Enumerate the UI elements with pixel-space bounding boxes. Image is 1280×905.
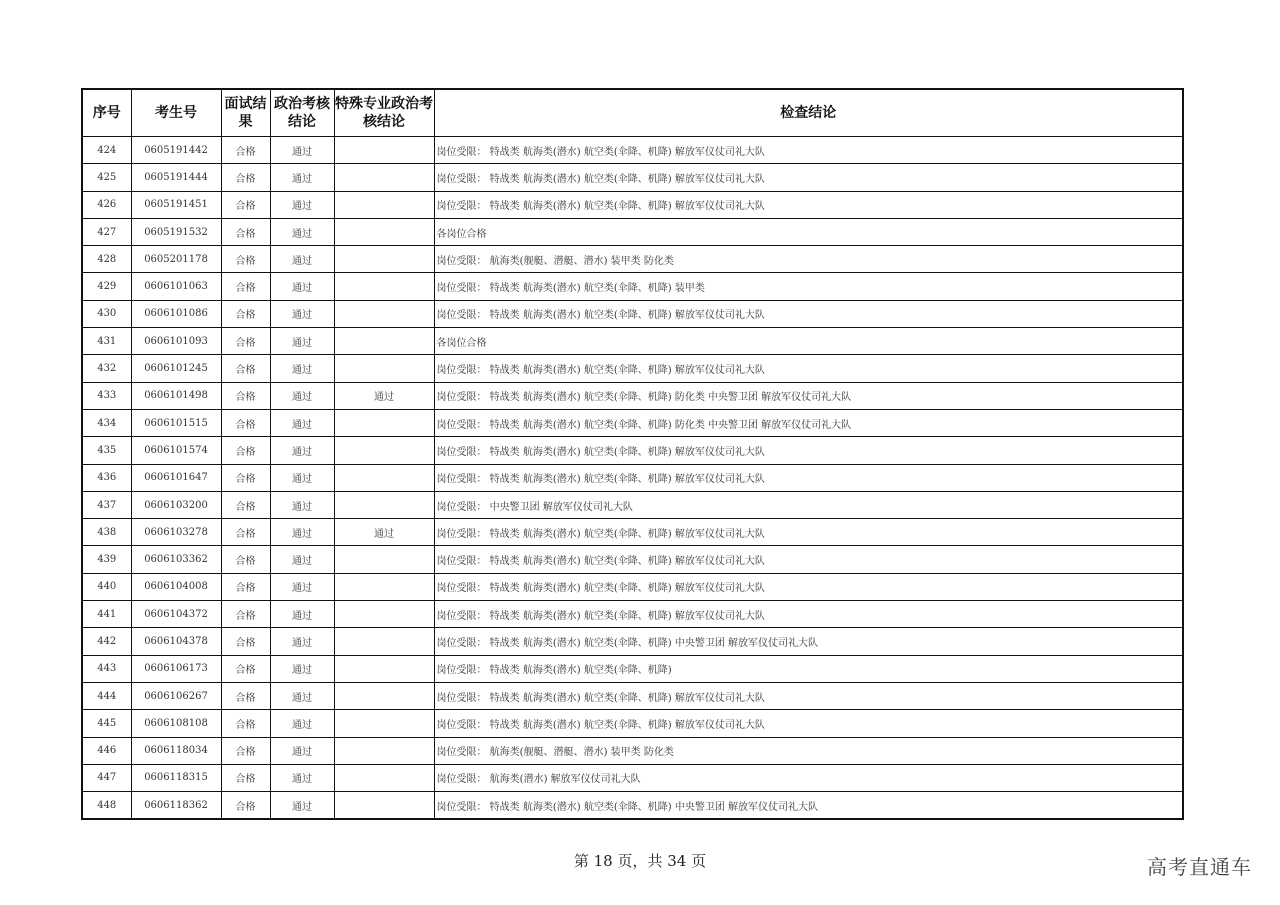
table-row xyxy=(82,218,1183,245)
cell-interview: 合格 xyxy=(221,682,270,709)
cell-political: 通过 xyxy=(270,164,334,191)
cell-interview: 合格 xyxy=(221,191,270,218)
cell-political: 通过 xyxy=(270,218,334,245)
cell-special xyxy=(334,437,434,464)
page-number: 第 18 页，共 34 页 xyxy=(573,852,707,870)
cell-political: 通过 xyxy=(270,437,334,464)
header-special: 特殊专业政治考核结论 xyxy=(334,89,434,137)
cell-interview: 合格 xyxy=(221,655,270,682)
cell-exam-no: 0606103362 xyxy=(131,546,221,573)
cell-seq: 445 xyxy=(82,710,131,737)
cell-seq: 437 xyxy=(82,491,131,518)
cell-exam-no: 0605191442 xyxy=(131,137,221,164)
cell-seq: 435 xyxy=(82,437,131,464)
cell-interview: 合格 xyxy=(221,464,270,491)
cell-check: 岗位受限： 中央警卫团 解放军仪仗司礼大队 xyxy=(434,491,1183,518)
table-row xyxy=(82,601,1183,628)
cell-check: 岗位受限： 特战类 航海类(潜水) 航空类(伞降、机降) 解放军仪仗司礼大队 xyxy=(434,710,1183,737)
cell-special xyxy=(334,601,434,628)
cell-check: 岗位受限： 特战类 航海类(潜水) 航空类(伞降、机降) 装甲类 xyxy=(434,273,1183,300)
cell-interview: 合格 xyxy=(221,137,270,164)
cell-seq: 426 xyxy=(82,191,131,218)
cell-seq: 427 xyxy=(82,218,131,245)
table-row xyxy=(82,273,1183,300)
cell-exam-no: 0606118034 xyxy=(131,737,221,764)
table-row xyxy=(82,546,1183,573)
cell-special xyxy=(334,328,434,355)
cell-check: 岗位受限： 特战类 航海类(潜水) 航空类(伞降、机降) 防化类 中央警卫团 解放军仪仗司礼大队 xyxy=(434,409,1183,436)
cell-political: 通过 xyxy=(270,382,334,409)
cell-check: 岗位受限： 特战类 航海类(潜水) 航空类(伞降、机降) 解放军仪仗司礼大队 xyxy=(434,573,1183,600)
cell-interview: 合格 xyxy=(221,764,270,791)
cell-interview: 合格 xyxy=(221,737,270,764)
cell-seq: 447 xyxy=(82,764,131,791)
cell-check: 岗位受限： 航海类(潜水) 解放军仪仗司礼大队 xyxy=(434,764,1183,791)
cell-exam-no: 0606101498 xyxy=(131,382,221,409)
cell-interview: 合格 xyxy=(221,164,270,191)
cell-seq: 443 xyxy=(82,655,131,682)
cell-check: 岗位受限： 特战类 航海类(潜水) 航空类(伞降、机降) 解放军仪仗司礼大队 xyxy=(434,355,1183,382)
cell-interview: 合格 xyxy=(221,710,270,737)
cell-special xyxy=(334,218,434,245)
cell-exam-no: 0606103278 xyxy=(131,519,221,546)
cell-check: 各岗位合格 xyxy=(434,218,1183,245)
cell-political: 通过 xyxy=(270,628,334,655)
cell-special xyxy=(334,191,434,218)
cell-interview: 合格 xyxy=(221,246,270,273)
table-row xyxy=(82,355,1183,382)
cell-seq: 425 xyxy=(82,164,131,191)
cell-exam-no: 0606106173 xyxy=(131,655,221,682)
cell-exam-no: 0605191444 xyxy=(131,164,221,191)
table-row xyxy=(82,628,1183,655)
cell-exam-no: 0606118362 xyxy=(131,792,221,820)
cell-seq: 424 xyxy=(82,137,131,164)
cell-political: 通过 xyxy=(270,464,334,491)
cell-interview: 合格 xyxy=(221,792,270,820)
cell-political: 通过 xyxy=(270,601,334,628)
header-seq: 序号 xyxy=(82,89,131,137)
cell-special xyxy=(334,491,434,518)
table-row xyxy=(82,737,1183,764)
cell-special xyxy=(334,546,434,573)
cell-check: 岗位受限： 特战类 航海类(潜水) 航空类(伞降、机降) 防化类 中央警卫团 解放军仪仗司礼大队 xyxy=(434,382,1183,409)
cell-exam-no: 0606104378 xyxy=(131,628,221,655)
cell-check: 岗位受限： 特战类 航海类(潜水) 航空类(伞降、机降) 中央警卫团 解放军仪仗司礼大队 xyxy=(434,792,1183,820)
cell-political: 通过 xyxy=(270,682,334,709)
cell-seq: 428 xyxy=(82,246,131,273)
cell-seq: 434 xyxy=(82,409,131,436)
cell-interview: 合格 xyxy=(221,437,270,464)
cell-political: 通过 xyxy=(270,737,334,764)
header-political: 政治考核结论 xyxy=(270,89,334,137)
cell-exam-no: 0606101574 xyxy=(131,437,221,464)
cell-special xyxy=(334,464,434,491)
table-row xyxy=(82,464,1183,491)
table-body xyxy=(82,137,1183,820)
cell-special xyxy=(334,737,434,764)
table-row xyxy=(82,792,1183,820)
cell-political: 通过 xyxy=(270,655,334,682)
cell-seq: 436 xyxy=(82,464,131,491)
cell-political: 通过 xyxy=(270,764,334,791)
cell-political: 通过 xyxy=(270,710,334,737)
cell-interview: 合格 xyxy=(221,491,270,518)
cell-check: 岗位受限： 特战类 航海类(潜水) 航空类(伞降、机降) 解放军仪仗司礼大队 xyxy=(434,300,1183,327)
cell-special: 通过 xyxy=(334,382,434,409)
cell-political: 通过 xyxy=(270,573,334,600)
cell-check: 岗位受限： 特战类 航海类(潜水) 航空类(伞降、机降) 解放军仪仗司礼大队 xyxy=(434,137,1183,164)
cell-political: 通过 xyxy=(270,491,334,518)
table-row xyxy=(82,382,1183,409)
cell-check: 岗位受限： 航海类(舰艇、潜艇、潜水) 装甲类 防化类 xyxy=(434,246,1183,273)
cell-political: 通过 xyxy=(270,273,334,300)
cell-exam-no: 0606101063 xyxy=(131,273,221,300)
cell-interview: 合格 xyxy=(221,546,270,573)
cell-political: 通过 xyxy=(270,519,334,546)
table-row xyxy=(82,519,1183,546)
cell-exam-no: 0606101086 xyxy=(131,300,221,327)
cell-special xyxy=(334,164,434,191)
cell-special xyxy=(334,710,434,737)
table-row xyxy=(82,300,1183,327)
cell-check: 岗位受限： 航海类(舰艇、潜艇、潜水) 装甲类 防化类 xyxy=(434,737,1183,764)
cell-political: 通过 xyxy=(270,137,334,164)
cell-special xyxy=(334,573,434,600)
watermark: 高考直通车 xyxy=(1147,855,1252,879)
cell-interview: 合格 xyxy=(221,328,270,355)
table-header-row xyxy=(82,89,1183,137)
cell-seq: 432 xyxy=(82,355,131,382)
cell-special xyxy=(334,628,434,655)
cell-check: 岗位受限： 特战类 航海类(潜水) 航空类(伞降、机降) 解放军仪仗司礼大队 xyxy=(434,546,1183,573)
cell-check: 岗位受限： 特战类 航海类(潜水) 航空类(伞降、机降) 解放军仪仗司礼大队 xyxy=(434,437,1183,464)
cell-exam-no: 0605191532 xyxy=(131,218,221,245)
table-row xyxy=(82,191,1183,218)
cell-special xyxy=(334,792,434,820)
cell-check: 岗位受限： 特战类 航海类(潜水) 航空类(伞降、机降) 解放军仪仗司礼大队 xyxy=(434,682,1183,709)
cell-seq: 433 xyxy=(82,382,131,409)
cell-special xyxy=(334,655,434,682)
table-row xyxy=(82,491,1183,518)
cell-special xyxy=(334,246,434,273)
table-row xyxy=(82,710,1183,737)
table-row xyxy=(82,246,1183,273)
cell-special xyxy=(334,273,434,300)
cell-interview: 合格 xyxy=(221,300,270,327)
cell-political: 通过 xyxy=(270,409,334,436)
cell-political: 通过 xyxy=(270,191,334,218)
cell-political: 通过 xyxy=(270,792,334,820)
cell-exam-no: 0606101515 xyxy=(131,409,221,436)
cell-special xyxy=(334,409,434,436)
cell-special xyxy=(334,764,434,791)
cell-interview: 合格 xyxy=(221,382,270,409)
cell-seq: 431 xyxy=(82,328,131,355)
cell-exam-no: 0606106267 xyxy=(131,682,221,709)
cell-interview: 合格 xyxy=(221,273,270,300)
table-row xyxy=(82,764,1183,791)
cell-seq: 439 xyxy=(82,546,131,573)
cell-check: 各岗位合格 xyxy=(434,328,1183,355)
cell-political: 通过 xyxy=(270,300,334,327)
cell-exam-no: 0606103200 xyxy=(131,491,221,518)
cell-interview: 合格 xyxy=(221,355,270,382)
header-exam-no: 考生号 xyxy=(131,89,221,137)
table-row xyxy=(82,328,1183,355)
header-check: 检查结论 xyxy=(434,89,1183,137)
header-interview: 面试结果 xyxy=(221,89,270,137)
cell-exam-no: 0605191451 xyxy=(131,191,221,218)
cell-check: 岗位受限： 特战类 航海类(潜水) 航空类(伞降、机降) 中央警卫团 解放军仪仗司礼大队 xyxy=(434,628,1183,655)
cell-seq: 438 xyxy=(82,519,131,546)
cell-exam-no: 0606101647 xyxy=(131,464,221,491)
cell-exam-no: 0606101245 xyxy=(131,355,221,382)
cell-seq: 448 xyxy=(82,792,131,820)
cell-seq: 430 xyxy=(82,300,131,327)
cell-interview: 合格 xyxy=(221,573,270,600)
cell-interview: 合格 xyxy=(221,628,270,655)
cell-check: 岗位受限： 特战类 航海类(潜水) 航空类(伞降、机降) 解放军仪仗司礼大队 xyxy=(434,519,1183,546)
cell-seq: 440 xyxy=(82,573,131,600)
results-table xyxy=(81,88,1184,820)
table-row xyxy=(82,409,1183,436)
cell-check: 岗位受限： 特战类 航海类(潜水) 航空类(伞降、机降) 解放军仪仗司礼大队 xyxy=(434,601,1183,628)
cell-check: 岗位受限： 特战类 航海类(潜水) 航空类(伞降、机降) 解放军仪仗司礼大队 xyxy=(434,464,1183,491)
cell-interview: 合格 xyxy=(221,601,270,628)
table-row xyxy=(82,137,1183,164)
cell-political: 通过 xyxy=(270,246,334,273)
cell-political: 通过 xyxy=(270,546,334,573)
cell-political: 通过 xyxy=(270,355,334,382)
cell-seq: 444 xyxy=(82,682,131,709)
cell-special xyxy=(334,355,434,382)
cell-check: 岗位受限： 特战类 航海类(潜水) 航空类(伞降、机降) 解放军仪仗司礼大队 xyxy=(434,191,1183,218)
cell-seq: 442 xyxy=(82,628,131,655)
cell-interview: 合格 xyxy=(221,409,270,436)
cell-seq: 441 xyxy=(82,601,131,628)
cell-seq: 446 xyxy=(82,737,131,764)
cell-political: 通过 xyxy=(270,328,334,355)
cell-check: 岗位受限： 特战类 航海类(潜水) 航空类(伞降、机降) 解放军仪仗司礼大队 xyxy=(434,164,1183,191)
table-row xyxy=(82,437,1183,464)
cell-exam-no: 0606118315 xyxy=(131,764,221,791)
cell-exam-no: 0606101093 xyxy=(131,328,221,355)
cell-exam-no: 0606108108 xyxy=(131,710,221,737)
cell-seq: 429 xyxy=(82,273,131,300)
cell-exam-no: 0606104372 xyxy=(131,601,221,628)
table-row xyxy=(82,164,1183,191)
table-row xyxy=(82,655,1183,682)
cell-interview: 合格 xyxy=(221,519,270,546)
table-row xyxy=(82,573,1183,600)
cell-special xyxy=(334,682,434,709)
cell-interview: 合格 xyxy=(221,218,270,245)
cell-special xyxy=(334,300,434,327)
cell-special: 通过 xyxy=(334,519,434,546)
cell-exam-no: 0605201178 xyxy=(131,246,221,273)
cell-check: 岗位受限： 特战类 航海类(潜水) 航空类(伞降、机降) xyxy=(434,655,1183,682)
cell-exam-no: 0606104008 xyxy=(131,573,221,600)
cell-special xyxy=(334,137,434,164)
table-row xyxy=(82,682,1183,709)
